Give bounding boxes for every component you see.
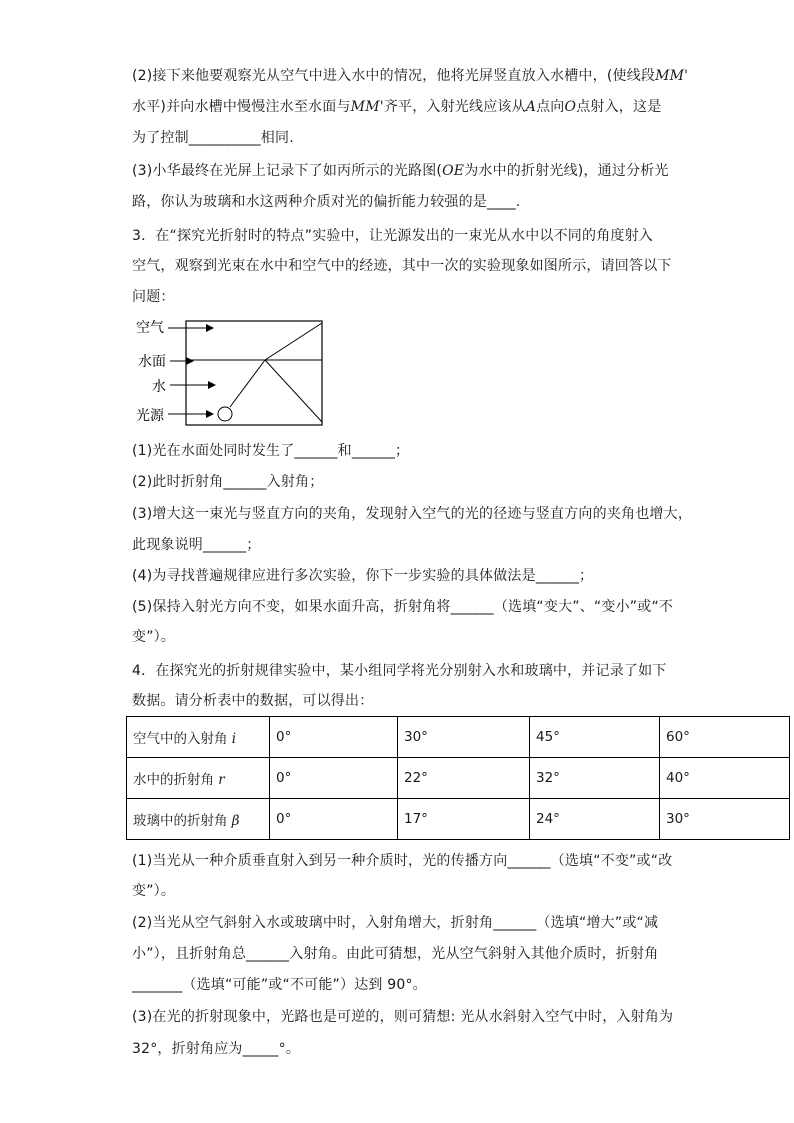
q3-sub2: (2)此时折射角______入射角；	[132, 474, 324, 490]
q4-sub1-line2: 变”）。	[132, 883, 176, 899]
var-mm-prime: MM'	[350, 99, 384, 115]
table-cell: 0°	[270, 717, 398, 758]
label-light-source: 光源	[136, 408, 164, 424]
table-cell: 30°	[398, 717, 530, 758]
refracted-ray	[265, 323, 322, 360]
table-cell: 0°	[270, 799, 398, 840]
arrow-head-source	[206, 410, 214, 418]
q4-intro-line2: 数据。请分析表中的数据，可以得出：	[132, 693, 374, 709]
table-cell: 45°	[530, 717, 660, 758]
refraction-diagram	[132, 316, 332, 428]
q3-intro-line3: 问题：	[132, 289, 175, 305]
reflected-ray	[265, 360, 322, 422]
table-cell: 0°	[270, 758, 398, 799]
q2-part3-line2: 路，你认为玻璃和水这两种介质对光的偏折能力较强的是____.	[132, 194, 521, 210]
q3-sub5-line1: (5)保持入射光方向不变，如果水面升高，折射角将______（选填“变大”、“变小”或“不	[132, 599, 674, 615]
q4-sub1-line1: (1)当光从一种介质垂直射入到另一种介质时，光的传播方向______（选填“不变”或“改	[132, 853, 673, 869]
table-cell: 60°	[660, 717, 790, 758]
q3-intro-line1: 3．在“探究光折射时的特点”实验中，让光源发出的一束光从水中以不同的角度射入	[132, 228, 654, 244]
q4-sub3-line1: (3)在光的折射现象中，光路也是可逆的，则可猜想: 光从水斜射入空气中时，入射角为	[132, 1009, 674, 1025]
arrow-head-water	[208, 381, 216, 389]
label-air: 空气	[136, 320, 164, 336]
q3-sub3-line2: 此现象说明______；	[132, 537, 261, 553]
q3-sub1: (1)光在水面处同时发生了______和______；	[132, 443, 410, 459]
q3-intro-line2: 空气，观察到光束在水中和空气中的经迹，其中一次的实验现象如图所示，请回答以下	[132, 258, 672, 274]
point-a: A	[525, 99, 537, 115]
point-o: O	[564, 99, 577, 115]
table-row	[127, 758, 790, 799]
q3-sub4: (4)为寻找普遍规律应进行多次实验，你下一步实验的具体做法是______；	[132, 568, 594, 584]
label-water: 水	[152, 379, 166, 395]
arrow-head-air	[206, 324, 214, 332]
arrow-head-surface	[186, 357, 194, 365]
q2-part2-line1: (2)接下来他要观察光从空气中进入水中的情况，他将光屏竖直放入水槽中，(使线段MM'	[132, 68, 689, 84]
q2-part2-line2: 水平)并向水槽中慢慢注水至水面与MM'齐平，入射光线应该从A点向O点射入，这是	[132, 99, 662, 115]
incident-ray	[230, 360, 265, 407]
table-cell: 24°	[530, 799, 660, 840]
var-mm-prime: MM'	[655, 68, 689, 84]
q4-sub2-line1: (2)当光从空气斜射入水或玻璃中时，入射角增大，折射角______（选填“增大”或“减	[132, 915, 659, 931]
table-row	[127, 799, 790, 840]
table-cell: 30°	[660, 799, 790, 840]
table-cell: 22°	[398, 758, 530, 799]
q2-part3-line1: (3)小华最终在光屏上记录下了如丙所示的光路图(OE为水中的折射光线)，通过分析光	[132, 163, 669, 179]
table-row	[127, 717, 790, 758]
table-cell: 40°	[660, 758, 790, 799]
q3-sub3-line1: (3)增大这一束光与竖直方向的夹角，发现射入空气的光的径迹与竖直方向的夹角也增大，	[132, 506, 693, 522]
q2-part2-line3: 为了控制__________相同.	[132, 130, 294, 146]
table-cell: 17°	[398, 799, 530, 840]
var-oe: OE	[442, 163, 465, 179]
q3-sub5-line2: 变”）。	[132, 629, 176, 645]
label-water-surface: 水面	[138, 354, 166, 370]
table-cell: 32°	[530, 758, 660, 799]
q4-sub3-line2: 32°，折射角应为_____°。	[132, 1041, 301, 1057]
q4-sub2-line3: _______（选填“可能”或“不可能”）达到 90°。	[132, 977, 427, 993]
q4-sub2-line2: 小”），且折射角总______入射角。由此可猜想，光从空气斜射入其他介质时，折射角	[132, 946, 659, 962]
light-source-circle	[218, 407, 232, 421]
q4-intro-line1: 4．在探究光的折射规律实验中，某小组同学将光分别射入水和玻璃中，并记录了如下	[132, 663, 667, 679]
row-label: 玻璃中的折射角 β	[127, 799, 270, 840]
row-label: 空气中的入射角 i	[127, 717, 270, 758]
row-label: 水中的折射角 r	[127, 758, 270, 799]
refraction-data-table	[126, 716, 790, 840]
